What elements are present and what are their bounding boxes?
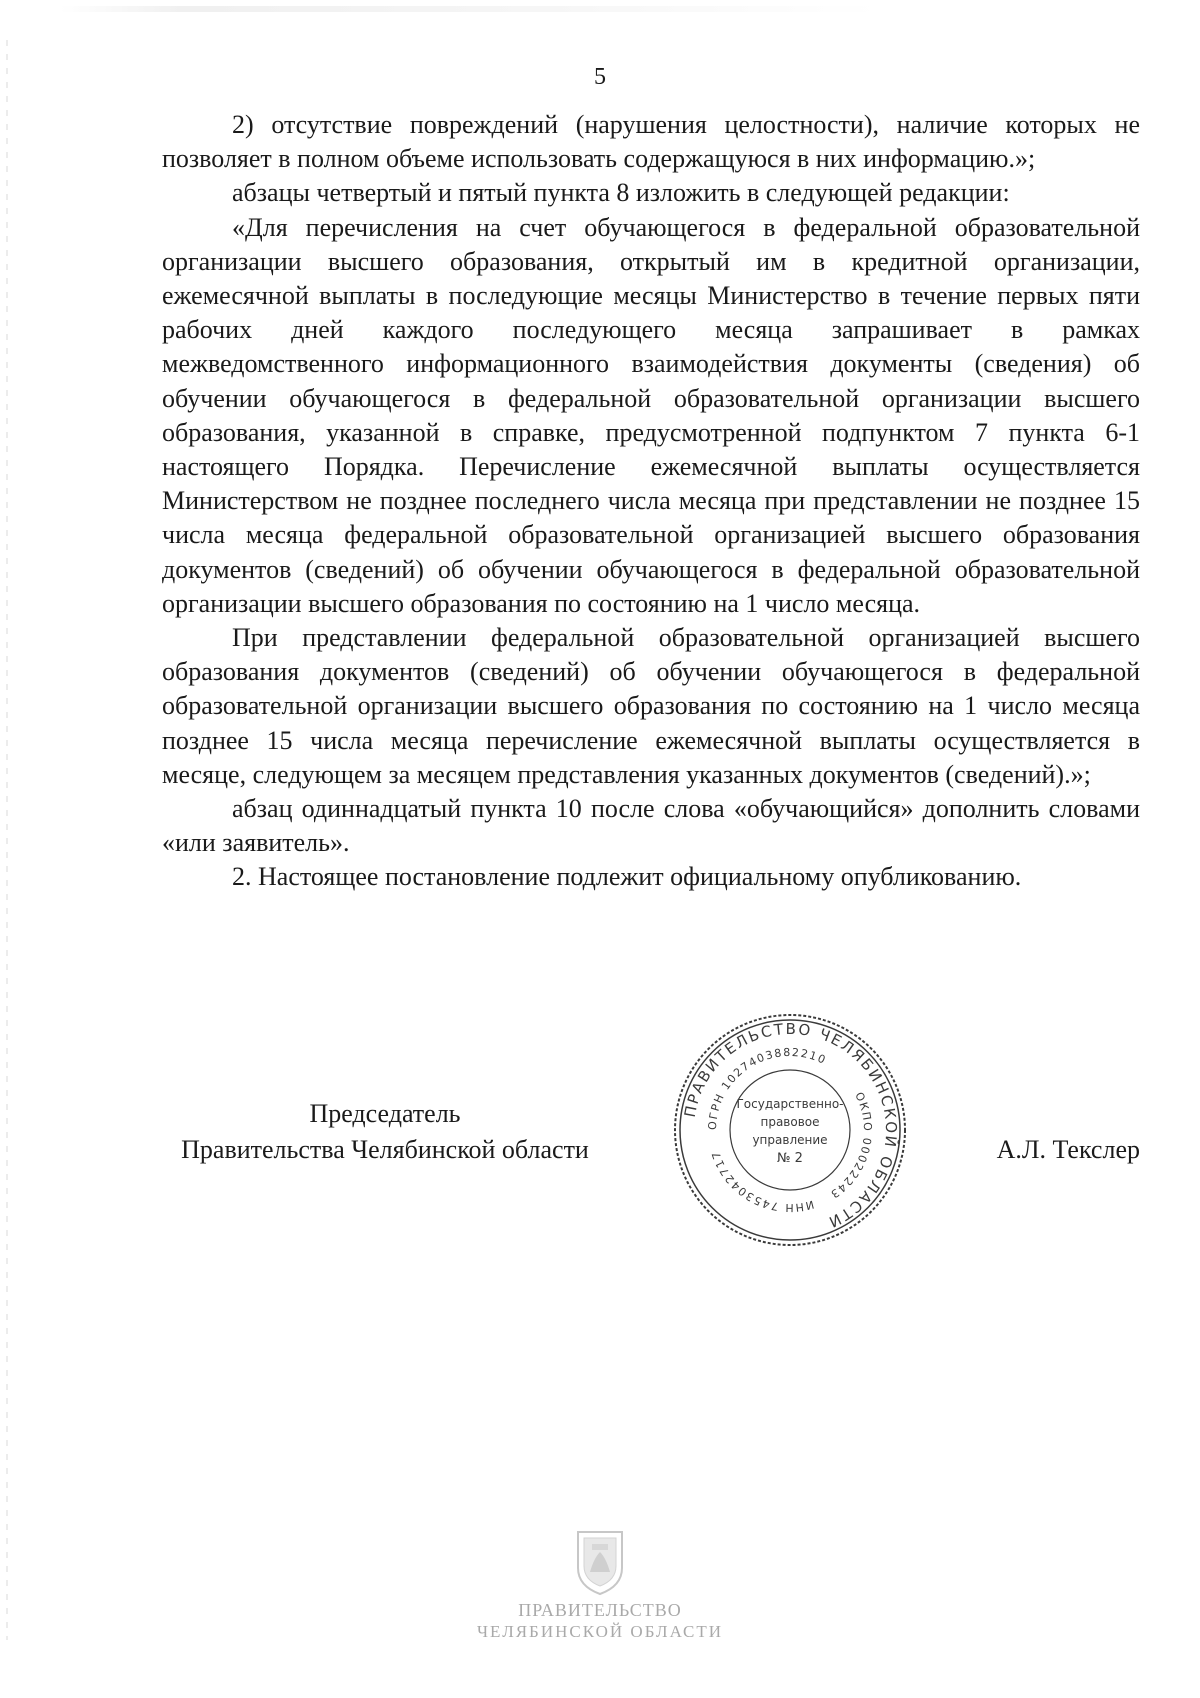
- footer-org-line2: ЧЕЛЯБИНСКОЙ ОБЛАСТИ: [476, 1622, 724, 1641]
- seal-center-line1: Государственно-: [736, 1097, 844, 1111]
- paragraph-1: 2) отсутствие повреждений (нарушения целостности), наличие которых не позволяет в полном объеме использовать содержащуюся в них информацию.»;: [162, 110, 1140, 174]
- seal-ogrn: ОГРН 1027403882210: [705, 1045, 829, 1131]
- footer-org-line1: ПРАВИТЕЛЬСТВО: [518, 1600, 682, 1620]
- seal-okpo: ОКПО 00022243: [827, 1090, 875, 1202]
- seal-center-line2: правовое: [760, 1115, 820, 1129]
- page-number: 5: [594, 64, 606, 90]
- signature-position: [150, 1096, 620, 1168]
- signer-name: А.Л. Текслер: [996, 1135, 1140, 1164]
- paragraph-3: «Для перечисления на счет обучающегося в федеральной образовательной организации высшего образования, открытый им в кредитной организации, ежемесячной выплаты в последующие месяцы Министерство в течение первых пяти рабочих дней каждого последующего месяца запрашивает в рамках межведомственного информационного взаимодействия документы (сведения) об обучении обучающегося в федеральной образовательной организации высшего образования, указанной в справке, предусмотренной подпунктом 7 пункта 6-1 настоящего Порядка. Перечисление ежемесячной выплаты осуществляется Министерством не позднее последнего числа месяца при представлении не позднее 15 числа месяца федеральной образовательной организацией высшего образования документов (сведений) об обучении обучающегося в федеральной образовательной организации высшего образования по состоянию на 1 число месяца.: [162, 212, 1140, 618]
- seal-inn: ИНН 7453042717: [709, 1148, 816, 1215]
- coat-of-arms-icon: [570, 1528, 630, 1598]
- signer-position-line1: Председатель: [309, 1099, 461, 1128]
- paragraph-4: При представлении федеральной образовательной организацией высшего образования документов (сведений) об обучении обучающегося в федеральной образовательной организации высшего образования по состоянию на 1 число месяца позднее 15 числа месяца перечисление ежемесячной выплаты осуществляется в месяце, следующем за месяцем представления указанных документов (сведений).»;: [162, 623, 1140, 789]
- paragraph-2: абзацы четвертый и пятый пункта 8 изложить в следующей редакции:: [232, 178, 1010, 208]
- scan-edge-top: [60, 6, 880, 12]
- seal-center-line4: № 2: [777, 1151, 803, 1166]
- paragraph-5: абзац одиннадцатый пункта 10 после слова «обучающийся» дополнить словами «или заявитель».: [162, 794, 1140, 858]
- official-seal-stamp: [670, 1010, 910, 1250]
- document-body: [162, 108, 1140, 895]
- seal-outer-text: ПРАВИТЕЛЬСТВО ЧЕЛЯБИНСКОЙ ОБЛАСТИ: [680, 1019, 901, 1232]
- paragraph-6: 2. Настоящее постановление подлежит официальному опубликованию.: [232, 862, 1022, 892]
- scan-edge-left: [6, 40, 8, 1640]
- signer-position-line2: Правительства Челябинской области: [181, 1135, 589, 1164]
- seal-center-line3: управление: [752, 1133, 828, 1147]
